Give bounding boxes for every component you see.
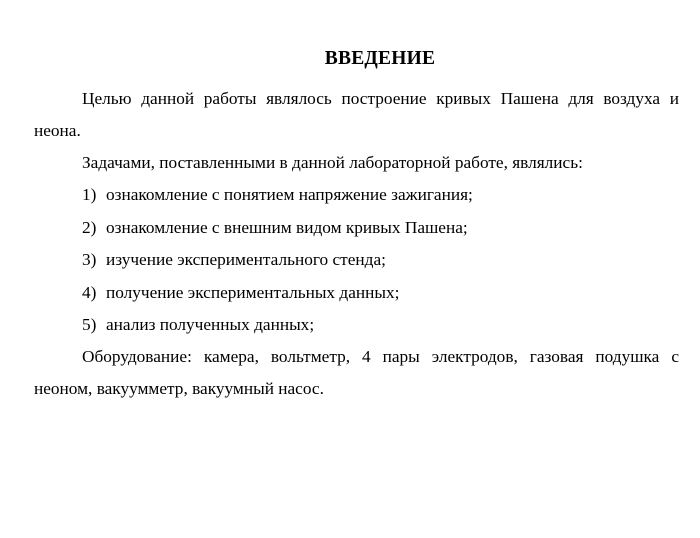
- list-item-number: 1): [82, 185, 97, 204]
- tasks-list: [34, 179, 679, 342]
- list-item-number: 4): [82, 282, 97, 302]
- equipment-paragraph: Оборудование: камера, вольтметр, 4 пары электродов, газовая подушка с неоном, вакуумметр, вакуумный насос.: [34, 347, 679, 398]
- list-item: [34, 244, 679, 277]
- list-item-number: 3): [82, 250, 97, 270]
- list-item-text: получение экспериментальных данных;: [106, 282, 400, 302]
- list-item-text: ознакомление с внешним видом кривых Пашена;: [106, 217, 468, 237]
- list-item: [34, 179, 679, 212]
- tasks-intro-paragraph: Задачами, поставленными в данной лабораторной работе, являлись:: [82, 153, 583, 172]
- list-item-text: анализ полученных данных;: [106, 315, 315, 335]
- list-item-text: изучение экспериментального стенда;: [106, 250, 386, 270]
- list-item-number: 5): [82, 315, 97, 335]
- list-item: [34, 212, 679, 245]
- goal-paragraph: Целью данной работы являлось построение кривых Пашена для воздуха и неона.: [34, 89, 679, 140]
- section-title: ВВЕДЕНИЕ: [324, 48, 436, 69]
- list-item-number: 2): [82, 217, 97, 237]
- list-item-text: ознакомление с понятием напряжение зажигания;: [106, 185, 473, 204]
- list-item: [34, 309, 679, 342]
- list-item: [34, 277, 679, 310]
